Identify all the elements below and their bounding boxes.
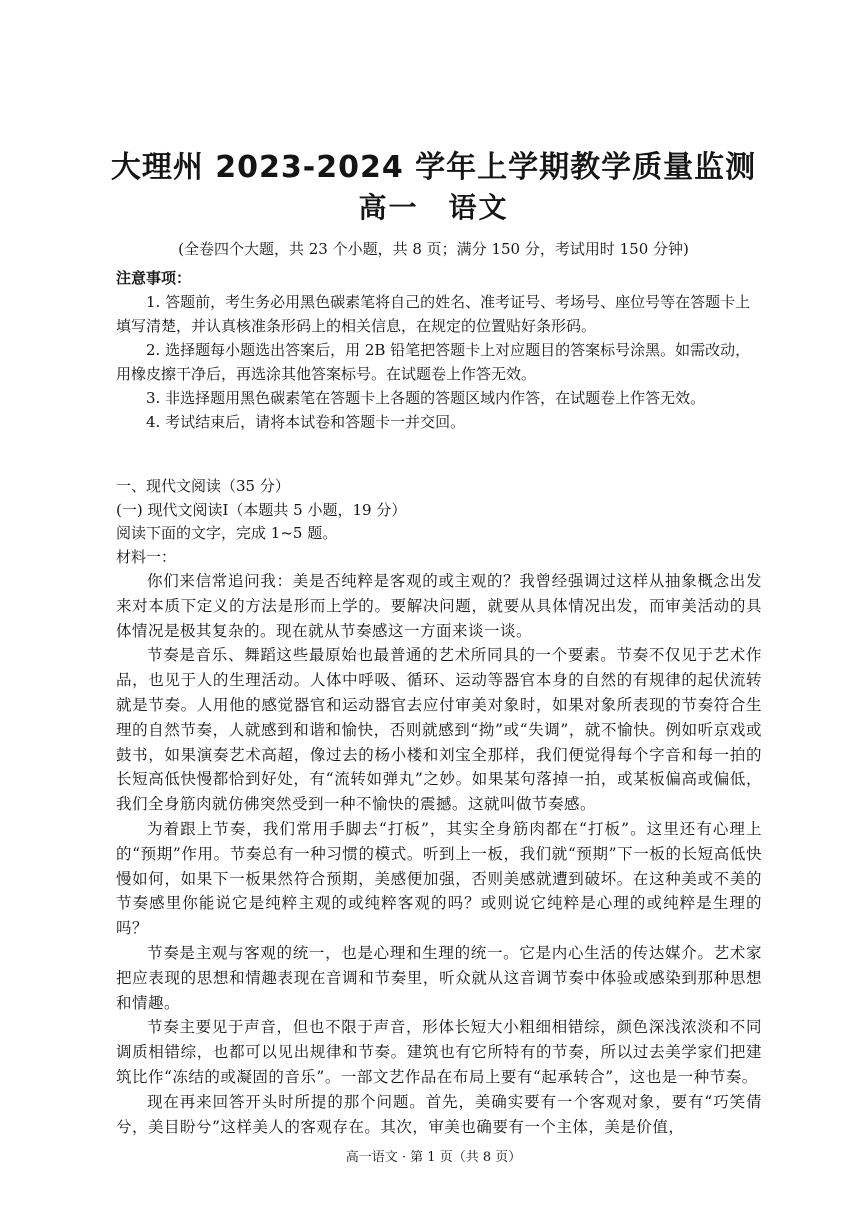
passage-paragraph: 现在再来回答开头时所提的那个问题。首先，美确实要有一个客观对象，要有“巧笑倩兮，美目盼兮”这样美人的客观存在。其次，审美也确要有一个主体，美是价值，	[116, 1092, 762, 1136]
passage-paragraph: 为着跟上节奏，我们常用手脚去“打板”，其实全身筋肉都在“打板”。这里还有心理上的“预期”作用。节奏总有一种习惯的模式。听到上一板，我们就“预期”下一板的长短高低快慢如何，如果下一板果然符合预期，美感便加强，否则美感就遭到破坏。在这种美或不美的节奏感里你能说它是纯粹主观的或纯粹客观的吗？或则说它纯粹是心理的或纯粹是生理的吗？	[116, 819, 762, 938]
passage-paragraph: 节奏是主观与客观的统一，也是心理和生理的统一。它是内心生活的传达媒介。艺术家把应表现的思想和情趣表现在音调和节奏里，听众就从这音调节奏中体验或感染到那种思想和情趣。	[116, 943, 762, 1012]
page-footer: 高一语文 · 第 1 页（共 8 页）	[345, 1150, 522, 1165]
exam-info: (全卷四个大题，共 23 个小题，共 8 页；满分 150 分，考试用时 150 分钟)	[178, 240, 689, 258]
exam-subtitle: 高一 语文	[358, 191, 509, 224]
page-content	[116, 266, 762, 1139]
notice-item: 1. 答题前，考生务必用黑色碳素笔将自己的姓名、准考证号、考场号、座位号等在答题卡上填写清楚，并认真核准条形码上的相关信息，在规定的位置贴好条形码。	[116, 293, 751, 335]
section-heading: 一、现代文阅读（35 分）	[116, 477, 290, 495]
notice-title: 注意事项：	[116, 269, 192, 287]
material-label: 材料一：	[116, 547, 177, 566]
passage-paragraph: 你们来信常追问我：美是否纯粹是客观的或主观的？我曾经强调过这样从抽象概念出发来对本质下定义的方法是形而上学的。要解决问题，就要从具体情况出发，而审美活动的具体情况是极其复杂的。现在就从节奏感这一方面来谈一谈。	[116, 572, 762, 640]
notice-item: 4. 考试结束后，请将本试卷和答题卡一并交回。	[146, 413, 466, 431]
notice-item: 2. 选择题每小题选出答案后，用 2B 铅笔把答题卡上对应题目的答案标号涂黑。如需改动，用橡皮擦干净后，再选涂其他答案标号。在试题卷上作答无效。	[116, 341, 751, 383]
section-subheading: (一) 现代文阅读Ⅰ（本题共 5 小题，19 分）	[116, 500, 407, 519]
exam-title: 大理州 2023-2024 学年上学期教学质量监测	[110, 150, 757, 185]
notice-item: 3. 非选择题用黑色碳素笔在答题卡上各题的答题区域内作答，在试题卷上作答无效。	[146, 389, 706, 407]
section-instruction: 阅读下面的文字，完成 1~5 题。	[116, 524, 338, 542]
passage-paragraph: 节奏是音乐、舞蹈这些最原始也最普通的艺术所同具的一个要素。节奏不仅见于艺术作品，也见于人的生理活动。人体中呼吸、循环、运动等器官本身的自然的有规律的起伏流转就是节奏。人用他的感觉器官和运动器官去应付审美对象时，如果对象所表现的节奏符合生理的自然节奏，人就感到和谐和愉快，否则就感到“拗”或“失调”，就不愉快。例如听京戏或鼓书，如果演奏艺术高超，像过去的杨小楼和刘宝全那样，我们便觉得每个字音和每一拍的长短高低快慢都恰到好处，有“流转如弹丸”之妙。如果某句落掉一拍，或某板偏高或偏低，我们全身筋肉就仿佛突然受到一种不愉快的震撼。这就叫做节奏感。	[116, 646, 762, 814]
reading-section	[116, 475, 762, 1139]
passage-paragraph: 节奏主要见于声音，但也不限于声音，形体长短大小粗细相错综，颜色深浅浓淡和不同调质相错综，也都可以见出规律和节奏。建筑也有它所特有的节奏，所以过去美学家们把建筑比作“冻结的或凝固的音乐”。一部文艺作品在布局上要有“起承转合”，这也是一种节奏。	[116, 1018, 762, 1086]
notice-block	[116, 266, 762, 434]
